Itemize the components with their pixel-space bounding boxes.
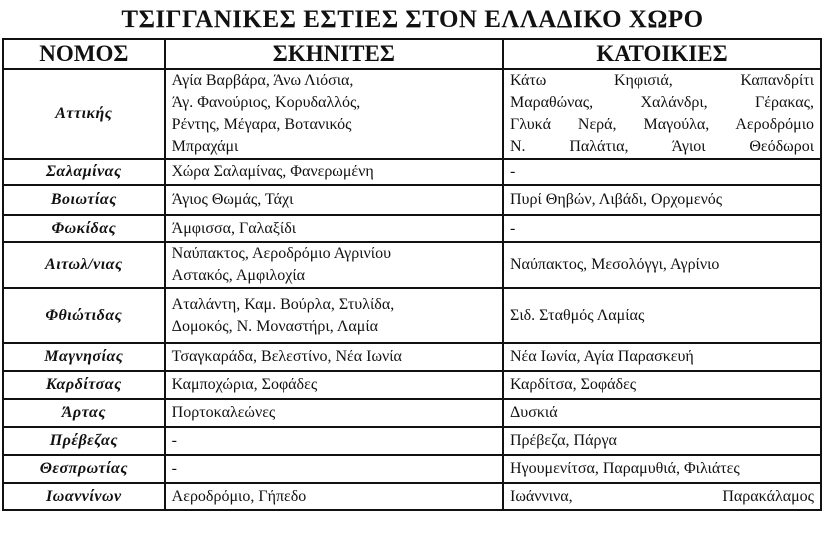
table-row — [3, 343, 821, 371]
cell-line: Άμφισσα, Γαλαξίδι — [171, 219, 297, 237]
cell-skinites — [165, 399, 503, 427]
cell-katoikies — [503, 185, 821, 215]
cell-katoikies — [503, 215, 821, 242]
cell-skinites — [165, 371, 503, 399]
table-row — [3, 455, 821, 483]
cell-line: Ιωάννινα, Παρακάλαμος — [510, 487, 814, 505]
cell-katoikies — [503, 242, 821, 288]
table-row — [3, 427, 821, 455]
cell-line: Γλυκά Νερά, Μαγούλα, Αεροδρόμιο — [510, 116, 814, 133]
cell-katoikies — [503, 343, 821, 371]
cell-katoikies — [503, 69, 821, 159]
cell-nomos: Βοιωτίας — [3, 185, 165, 215]
table-row — [3, 69, 821, 159]
cell-nomos: Άρτας — [3, 399, 165, 427]
cell-line: Νέα Ιωνία, Αγία Παρασκευή — [510, 348, 694, 365]
cell-nomos: Πρέβεζας — [3, 427, 165, 455]
cell-line: Καρδίτσα, Σοφάδες — [510, 376, 637, 393]
cell-line: - — [171, 432, 177, 449]
cell-line: Πορτοκαλεώνες — [171, 404, 276, 421]
cell-line: Πυρί Θηβών, Λιβάδι, Ορχομενός — [510, 191, 723, 208]
header-skinites: ΣΚΗΝΙΤΕΣ — [165, 39, 503, 69]
cell-nomos: Φωκίδας — [3, 215, 165, 242]
cell-line: Τσαγκαράδα, Βελεστίνο, Νέα Ιωνία — [171, 348, 402, 365]
cell-skinites — [165, 159, 503, 185]
cell-line: Δομοκός, Ν. Μοναστήρι, Λαμία — [171, 317, 379, 335]
cell-line: Μπραχάμι — [171, 138, 239, 155]
cell-nomos: Σαλαμίνας — [3, 159, 165, 185]
table-header-row — [3, 39, 821, 69]
table-body — [3, 69, 821, 510]
table-row — [3, 242, 821, 288]
cell-line: - — [510, 163, 516, 180]
cell-katoikies — [503, 483, 821, 510]
cell-skinites — [165, 343, 503, 371]
cell-line: Ν. Παλάτια, Άγιοι Θεόδωροι — [510, 138, 814, 155]
cell-line: Ηγουμενίτσα, Παραμυθιά, Φιλιάτες — [510, 460, 740, 477]
cell-line: Ρέντης, Μέγαρα, Βοτανικός — [171, 116, 352, 133]
cell-skinites — [165, 242, 503, 288]
page-title: ΤΣΙΓΓΑΝΙΚΕΣ ΕΣΤΙΕΣ ΣΤΟΝ ΕΛΛΑΔΙΚΟ ΧΩΡΟ — [121, 6, 704, 33]
cell-line: Χώρα Σαλαμίνας, Φανερωμένη — [171, 163, 374, 180]
cell-line: Αεροδρόμιο, Γήπεδο — [171, 487, 307, 505]
cell-line: Αστακός, Αμφιλοχία — [171, 267, 306, 284]
table-row — [3, 159, 821, 185]
cell-nomos: Αιτωλ/νιας — [3, 242, 165, 288]
cell-line: Άγ. Φανούριος, Κορυδαλλός, — [171, 94, 361, 111]
cell-line: - — [171, 460, 177, 477]
settlements-table — [2, 38, 822, 511]
cell-skinites — [165, 288, 503, 343]
table-row — [3, 483, 821, 510]
table-row — [3, 288, 821, 343]
cell-line: Αγία Βαρβάρα, Άνω Λιόσια, — [171, 72, 354, 89]
cell-katoikies — [503, 399, 821, 427]
cell-nomos: Μαγνησίας — [3, 343, 165, 371]
cell-skinites — [165, 427, 503, 455]
cell-katoikies — [503, 159, 821, 185]
cell-skinites — [165, 69, 503, 159]
cell-line: Ναύπακτος, Μεσολόγγι, Αγρίνιο — [510, 256, 720, 273]
header-nomos: ΝΟΜΟΣ — [3, 39, 165, 69]
cell-line: Άγιος Θωμάς, Τάχι — [171, 191, 294, 208]
cell-katoikies — [503, 288, 821, 343]
table-row — [3, 185, 821, 215]
cell-katoikies — [503, 455, 821, 483]
cell-skinites — [165, 455, 503, 483]
cell-nomos: Ιωαννίνων — [3, 483, 165, 510]
cell-line: Πρέβεζα, Πάργα — [510, 432, 617, 449]
cell-skinites — [165, 185, 503, 215]
cell-line: Κάτω Κηφισιά, Καπανδρίτι — [510, 72, 814, 89]
cell-katoikies — [503, 371, 821, 399]
cell-nomos: Φθιώτιδας — [3, 288, 165, 343]
table-row — [3, 215, 821, 242]
cell-katoikies — [503, 427, 821, 455]
cell-nomos: Καρδίτσας — [3, 371, 165, 399]
cell-skinites — [165, 483, 503, 510]
cell-skinites — [165, 215, 503, 242]
cell-line: Ναύπακτος, Αεροδρόμιο Αγρινίου — [171, 245, 391, 262]
cell-line: - — [510, 219, 516, 237]
cell-nomos: Θεσπρωτίας — [3, 455, 165, 483]
table-row — [3, 399, 821, 427]
cell-nomos: Αττικής — [3, 69, 165, 159]
cell-line: Αταλάντη, Καμ. Βούρλα, Στυλίδα, — [171, 295, 395, 313]
cell-line: Σιδ. Σταθμός Λαμίας — [510, 306, 645, 324]
cell-line: Μαραθώνας, Χαλάνδρι, Γέρακας, — [510, 94, 814, 111]
table-row — [3, 371, 821, 399]
cell-line: Καμποχώρια, Σοφάδες — [171, 376, 318, 393]
header-katoikies: ΚΑΤΟΙΚΙΕΣ — [503, 39, 821, 69]
cell-line: Δυσκιά — [510, 404, 558, 421]
